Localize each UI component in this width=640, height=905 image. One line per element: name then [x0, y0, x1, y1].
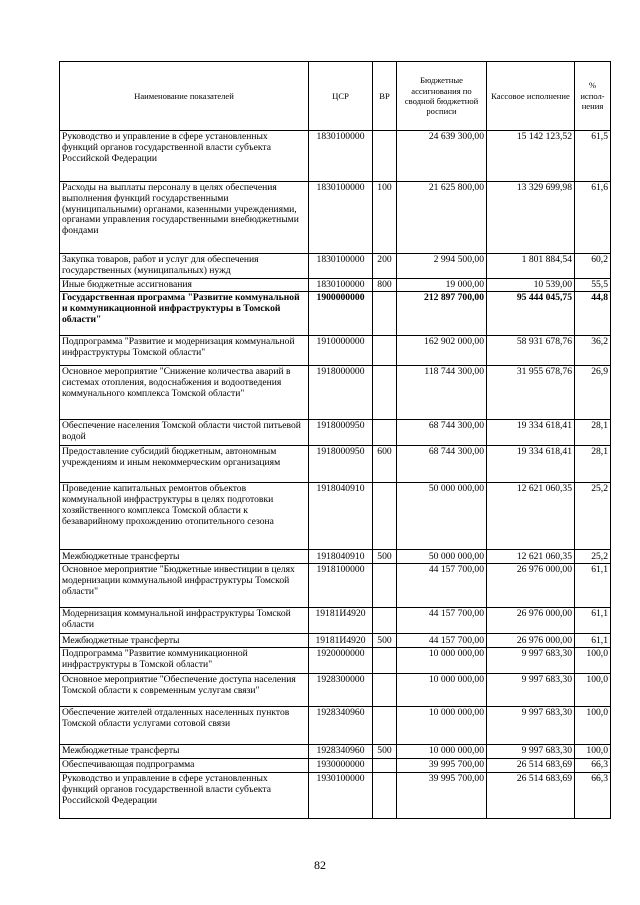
row-percent: 61,1	[575, 634, 611, 648]
row-vr: 500	[373, 550, 397, 564]
row-percent: 61,1	[575, 608, 611, 634]
row-name: Закупка товаров, работ и услуг для обеспечения государственных (муниципальных) нужд	[60, 254, 309, 279]
header-percent: % испол-нения	[575, 62, 611, 131]
row-budget: 68 744 300,00	[397, 420, 487, 446]
header-name: Наименование показателей	[60, 62, 309, 131]
table-row	[60, 608, 611, 634]
row-percent: 66,3	[575, 759, 611, 773]
row-cash: 31 955 678,76	[487, 366, 575, 420]
row-vr: 600	[373, 446, 397, 483]
row-budget: 10 000 000,00	[397, 745, 487, 759]
row-name: Руководство и управление в сфере установленных функций органов государственной власти субъекта Российской Федерации	[60, 773, 309, 819]
row-cash: 15 142 123,52	[487, 131, 575, 182]
table-row	[60, 182, 611, 254]
row-percent: 44,8	[575, 292, 611, 336]
row-percent: 100,0	[575, 745, 611, 759]
row-name: Межбюджетные трансферты	[60, 550, 309, 564]
row-name: Проведение капитальных ремонтов объектов коммунальной инфраструктуры в целях подготовки хозяйственного комплекса Томской области к безаварийному прохождению отопительного сезона	[60, 483, 309, 550]
row-percent: 55,5	[575, 278, 611, 292]
row-csr: 1918000950	[309, 420, 373, 446]
row-cash: 9 997 683,30	[487, 707, 575, 745]
row-vr: 800	[373, 278, 397, 292]
row-vr	[373, 759, 397, 773]
row-percent: 26,9	[575, 366, 611, 420]
row-vr	[373, 420, 397, 446]
row-name: Государственная программа "Развитие коммунальной и коммуникационной инфраструктуры в Томской области"	[60, 292, 309, 336]
table-row	[60, 483, 611, 550]
row-name: Подпрограмма "Развитие коммуникационной инфраструктуры в Томской области"	[60, 648, 309, 674]
row-budget: 24 639 300,00	[397, 131, 487, 182]
header-row	[60, 62, 611, 131]
row-budget: 10 000 000,00	[397, 674, 487, 707]
header-csr: ЦСР	[309, 62, 373, 131]
row-vr: 500	[373, 634, 397, 648]
row-csr: 1910000000	[309, 336, 373, 366]
table-row	[60, 278, 611, 292]
row-cash: 26 514 683,69	[487, 759, 575, 773]
row-vr	[373, 292, 397, 336]
row-cash: 1 801 884,54	[487, 254, 575, 279]
row-percent: 36,2	[575, 336, 611, 366]
row-budget: 39 995 700,00	[397, 759, 487, 773]
row-vr	[373, 131, 397, 182]
row-csr: 19181И4920	[309, 608, 373, 634]
row-percent: 61,5	[575, 131, 611, 182]
row-cash: 19 334 618,41	[487, 446, 575, 483]
table-row	[60, 131, 611, 182]
row-percent: 25,2	[575, 483, 611, 550]
header-budget: Бюджетные ассигнования по сводной бюджетной росписи	[397, 62, 487, 131]
row-percent: 25,2	[575, 550, 611, 564]
table-row	[60, 634, 611, 648]
row-cash: 10 539,00	[487, 278, 575, 292]
row-budget: 44 157 700,00	[397, 634, 487, 648]
row-name: Руководство и управление в сфере установленных функций органов государственной власти субъекта Российской Федерации	[60, 131, 309, 182]
row-cash: 12 621 060,35	[487, 550, 575, 564]
row-vr	[373, 336, 397, 366]
row-budget: 39 995 700,00	[397, 773, 487, 819]
row-name: Обеспечение населения Томской области чистой питьевой водой	[60, 420, 309, 446]
row-cash: 26 514 683,69	[487, 773, 575, 819]
row-vr	[373, 773, 397, 819]
row-name: Межбюджетные трансферты	[60, 634, 309, 648]
row-percent: 60,2	[575, 254, 611, 279]
row-percent: 61,6	[575, 182, 611, 254]
row-name: Модернизация коммунальной инфраструктуры Томской области	[60, 608, 309, 634]
row-csr: 1830100000	[309, 254, 373, 279]
row-percent: 100,0	[575, 648, 611, 674]
row-cash: 26 976 000,00	[487, 608, 575, 634]
row-name: Обеспечивающая подпрограмма	[60, 759, 309, 773]
table-row	[60, 446, 611, 483]
row-csr: 1920000000	[309, 648, 373, 674]
row-name: Обеспечение жителей отдаленных населенных пунктов Томской области услугами сотовой связи	[60, 707, 309, 745]
row-csr: 19181И4920	[309, 634, 373, 648]
row-vr	[373, 707, 397, 745]
row-name: Расходы на выплаты персоналу в целях обеспечения выполнения функций государственными (муниципальными) органами, казенными учреждениями, органами управления государственными внебюджетными фондами	[60, 182, 309, 254]
table-row	[60, 648, 611, 674]
row-csr: 1830100000	[309, 131, 373, 182]
row-csr: 1930100000	[309, 773, 373, 819]
row-vr	[373, 366, 397, 420]
row-budget: 118 744 300,00	[397, 366, 487, 420]
table-row	[60, 366, 611, 420]
row-csr: 1918000950	[309, 446, 373, 483]
row-cash: 9 997 683,30	[487, 648, 575, 674]
table-row	[60, 292, 611, 336]
row-percent: 61,1	[575, 564, 611, 608]
row-name: Основное мероприятие "Обеспечение доступа населения Томской области к современным услугам связи"	[60, 674, 309, 707]
row-cash: 95 444 045,75	[487, 292, 575, 336]
row-csr: 1918100000	[309, 564, 373, 608]
row-budget: 44 157 700,00	[397, 564, 487, 608]
row-percent: 100,0	[575, 674, 611, 707]
header-vr: ВР	[373, 62, 397, 131]
row-cash: 58 931 678,76	[487, 336, 575, 366]
row-csr: 1830100000	[309, 182, 373, 254]
table-row	[60, 550, 611, 564]
row-budget: 19 000,00	[397, 278, 487, 292]
table-row	[60, 254, 611, 279]
row-csr: 1918000000	[309, 366, 373, 420]
row-cash: 26 976 000,00	[487, 564, 575, 608]
row-vr	[373, 564, 397, 608]
row-budget: 50 000 000,00	[397, 483, 487, 550]
row-cash: 12 621 060,35	[487, 483, 575, 550]
row-cash: 9 997 683,30	[487, 745, 575, 759]
row-csr: 1918040910	[309, 483, 373, 550]
table-row	[60, 759, 611, 773]
table-body	[60, 131, 611, 819]
row-csr: 1928340960	[309, 745, 373, 759]
row-budget: 2 994 500,00	[397, 254, 487, 279]
row-budget: 10 000 000,00	[397, 707, 487, 745]
table-row	[60, 564, 611, 608]
budget-execution-table	[59, 61, 611, 819]
row-csr: 1830100000	[309, 278, 373, 292]
row-vr	[373, 648, 397, 674]
table-row	[60, 707, 611, 745]
row-vr	[373, 608, 397, 634]
row-budget: 50 000 000,00	[397, 550, 487, 564]
row-percent: 28,1	[575, 420, 611, 446]
row-csr: 1900000000	[309, 292, 373, 336]
row-percent: 66,3	[575, 773, 611, 819]
row-name: Основное мероприятие "Снижение количества аварий в системах отопления, водоснабжения и водоотведения коммунального комплекса Томской области"	[60, 366, 309, 420]
table-row	[60, 745, 611, 759]
row-csr: 1918040910	[309, 550, 373, 564]
row-cash: 13 329 699,98	[487, 182, 575, 254]
header-cash: Кассовое исполнение	[487, 62, 575, 131]
row-budget: 68 744 300,00	[397, 446, 487, 483]
row-budget: 212 897 700,00	[397, 292, 487, 336]
row-vr: 100	[373, 182, 397, 254]
row-percent: 28,1	[575, 446, 611, 483]
row-cash: 19 334 618,41	[487, 420, 575, 446]
row-name: Межбюджетные трансферты	[60, 745, 309, 759]
row-name: Основное мероприятие "Бюджетные инвестиции в целях модернизации коммунальной инфраструктуры Томской области"	[60, 564, 309, 608]
row-budget: 44 157 700,00	[397, 608, 487, 634]
table-row	[60, 674, 611, 707]
row-name: Предоставление субсидий бюджетным, автономным учреждениям и иным некоммерческим организациям	[60, 446, 309, 483]
row-percent: 100,0	[575, 707, 611, 745]
row-cash: 9 997 683,30	[487, 674, 575, 707]
table-row	[60, 420, 611, 446]
row-vr	[373, 483, 397, 550]
row-budget: 10 000 000,00	[397, 648, 487, 674]
row-vr: 500	[373, 745, 397, 759]
row-vr	[373, 674, 397, 707]
row-csr: 1928300000	[309, 674, 373, 707]
row-csr: 1928340960	[309, 707, 373, 745]
row-cash: 26 976 000,00	[487, 634, 575, 648]
page-number: 82	[314, 858, 326, 872]
table-row	[60, 336, 611, 366]
row-csr: 1930000000	[309, 759, 373, 773]
row-vr: 200	[373, 254, 397, 279]
row-budget: 162 902 000,00	[397, 336, 487, 366]
row-budget: 21 625 800,00	[397, 182, 487, 254]
row-name: Подпрограмма "Развитие и модернизация коммунальной инфраструктуры Томской области"	[60, 336, 309, 366]
row-name: Иные бюджетные ассигнования	[60, 278, 309, 292]
table-row	[60, 773, 611, 819]
